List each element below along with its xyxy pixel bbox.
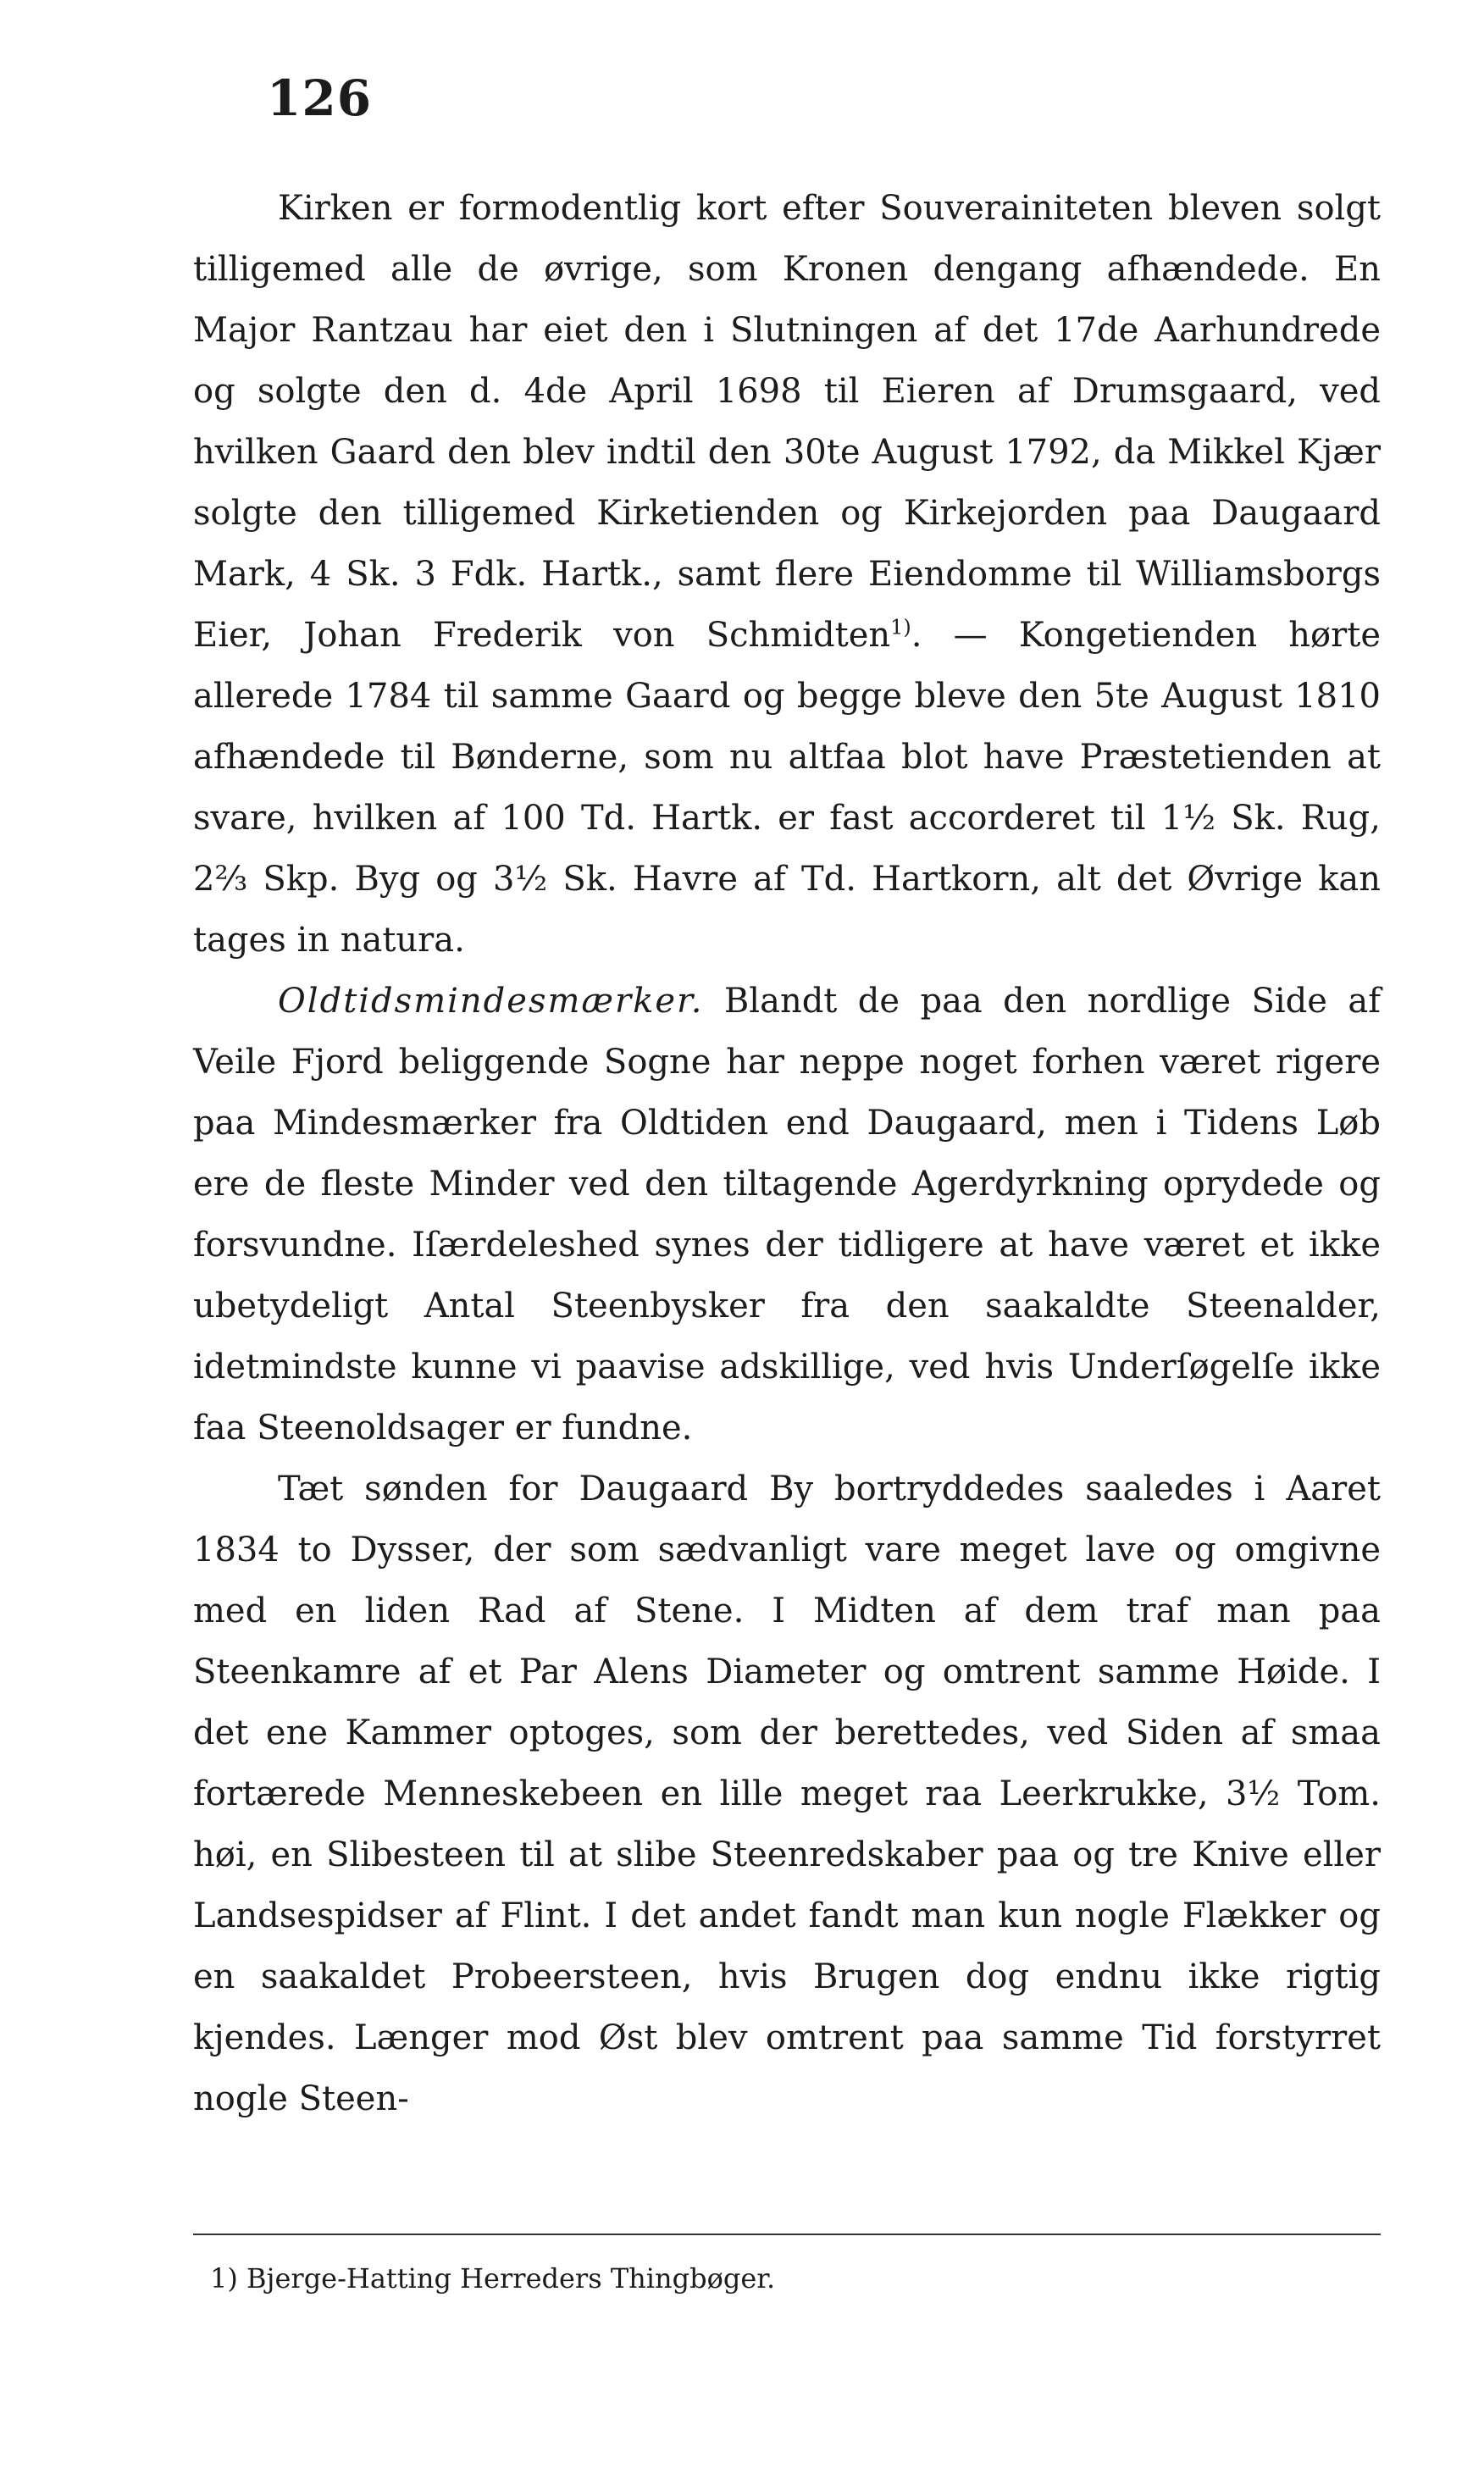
paragraph-text: Kirken er formodentlig kort efter Souverainiteten bleven solgt tilligemed alle de øvrige, som Kronen dengang afhændede. En Major Rantzau har eiet den i Slutningen af det 17de Aarhundrede og solgte den d. 4de April 1698 til Eieren af Drumsgaard, ved hvilken Gaard den blev indtil den 30te August 1792, da Mikkel Kjær solgte den tilligemed Kirketienden og Kirkejorden paa Daugaard Mark, 4 Sk. 3 Fdk. Hartk., samt flere Eiendomme til Williamsborgs Eier, Johan Frederik von Schmidten bbox=[193, 189, 1381, 655]
paragraph-dolmens bbox=[193, 1459, 1381, 2129]
paragraph-text: Blandt de paa den nordlige Side af Veile Fjord beliggende Sogne har neppe noget forhen været rigere paa Mindesmærker fra Oldtiden end Daugaard, men i Tidens Løb ere de fleste Minder ved den tiltagende Agerdyrkning oprydede og forsvundne. Iſærdeleshed synes der tidligere at have været et ikke ubetydeligt Antal Steenbysker fra den saakaldte Steenalder, idetmindste kunne vi paavise adskillige, ved hvis Underſøgelſe ikke faa Steenoldsager er fundne. bbox=[193, 982, 1381, 1448]
section-heading: Oldtidsmindesmærker. bbox=[278, 982, 704, 1021]
footnote-ref: 1) bbox=[890, 615, 911, 639]
footnote: 1) Bjerge-Hatting Herreders Thingbøger. bbox=[210, 2262, 776, 2294]
page-body bbox=[193, 178, 1381, 2129]
page-number: 126 bbox=[267, 69, 373, 127]
paragraph-text-continued: . — Kongetienden hørte allerede 1784 til samme Gaard og begge bleve den 5te August 1810 afhændede til Bønderne, som nu altfaa blot have Præstetienden at svare, hvilken af 100 Td. Hartk. er fast accorderet til 1½ Sk. Rug, 2⅔ Skp. Byg og 3½ Sk. Havre af Td. Hartkorn, alt det Øvrige kan tages in natura. bbox=[193, 616, 1381, 960]
paragraph-text: Tæt sønden for Daugaard By bortryddedes saaledes i Aaret 1834 to Dysser, der som sædvanligt vare meget lave og omgivne med en liden Rad af Stene. I Midten af dem traf man paa Steenkamre af et Par Alens Diameter og omtrent samme Høide. I det ene Kammer optoges, som der berettedes, ved Siden af smaa fortærede Menneskebeen en lille meget raa Leerkrukke, 3½ Tom. høi, en Slibesteen til at slibe Steenredskaber paa og tre Knive eller Landsespidser af Flint. I det andet fandt man kun nogle Flækker og en saakaldet Probeersteen, hvis Brugen dog endnu ikke rigtig kjendes. Længer mod Øst blev omtrent paa samme Tid forstyrret nogle Steen- bbox=[193, 1470, 1381, 2118]
paragraph-church-history bbox=[193, 178, 1381, 971]
paragraph-antiquities bbox=[193, 971, 1381, 1459]
footnote-divider bbox=[193, 2234, 1381, 2235]
